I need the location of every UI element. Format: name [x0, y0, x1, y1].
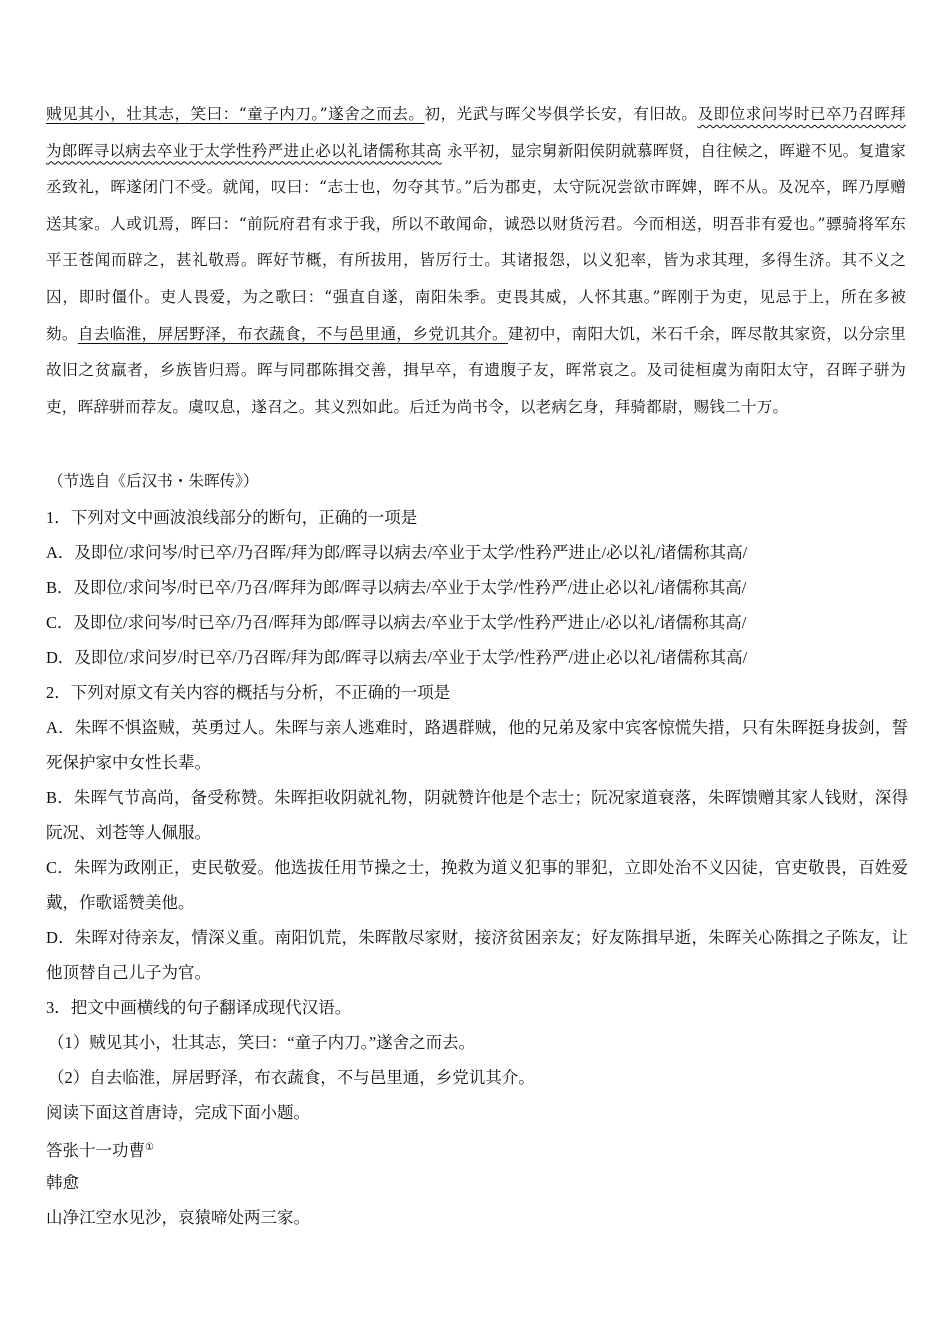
classical-passage [46, 96, 906, 425]
underlined-sentence-2: 自去临淮，屏居野泽，布衣蔬食，不与邑里通，乡党讥其介。 [77, 324, 508, 343]
poem-intro: 阅读下面这首唐诗，完成下面小题。 [46, 1103, 310, 1122]
questions-section [46, 500, 908, 1235]
passage-text: 建初中，南阳大饥，米石千余，晖尽散其家资，以分宗里故旧之贫羸者，乡族皆归焉。晖与同郡陈揖交善，揖早卒，有遗腹子友，晖常哀之。及司徒桓虞为南阳太守，召晖子骈为吏，晖辞骈而荐友。虞叹息，遂召之。其义烈如此。后迁为尚书令，以老病乞身，拜骑都尉，赐钱二十万。 [46, 324, 906, 416]
q1-option-a: A．及即位/求问岑/时已卒/乃召晖/拜为郎/晖寻以病去/卒业于太学/性矜严进止/必以礼/诸儒称其高/ [46, 543, 748, 562]
question-2-stem: 2．下列对原文有关内容的概括与分析，不正确的一项是 [46, 683, 451, 702]
q2-option-d: D．朱晖对待亲友，情深义重。南阳饥荒，朱晖散尽家财，接济贫困亲友；好友陈揖早逝，朱晖关心陈揖之子陈友，让他顶替自己儿子为官。 [46, 928, 908, 982]
passage-source: （节选自《后汉书・朱晖传》） [48, 472, 259, 490]
poem-author: 韩愈 [46, 1173, 79, 1192]
q3-item-2: （2）自去临淮，屏居野泽，布衣蔬食，不与邑里通，乡党讥其介。 [48, 1068, 535, 1087]
q1-option-d: D．及即位/求问岁/时已卒/乃召晖/拜为郎/晖寻以病去/卒业于太学/性矜严/进止必以礼/诸儒称其高/ [46, 648, 748, 667]
question-1-stem: 1．下列对文中画波浪线部分的断句，正确的一项是 [46, 508, 418, 527]
poem-title [46, 1130, 908, 1165]
question-3-stem: 3．把文中画横线的句子翻译成现代汉语。 [46, 998, 352, 1017]
q1-option-b: B．及即位/求问岑/时已卒/乃召/晖拜为郎/晖寻以病去/卒业于太学/性矜严/进止必以礼/诸儒称其高/ [46, 578, 747, 597]
q2-option-b: B．朱晖气节高尚，备受称赞。朱晖拒收阴就礼物，阴就赞许他是个志士；阮况家道衰落，朱晖馈赠其家人钱财，深得阮况、刘苍等人佩服。 [46, 788, 908, 842]
poem-line-1: 山净江空水见沙，哀猿啼处两三家。 [46, 1208, 310, 1227]
poem-title-text: 答张十一功曹 [46, 1141, 145, 1160]
q3-item-1: （1）贼见其小，壮其志，笑曰：“童子内刀。”遂舍之而去。 [48, 1033, 476, 1052]
q2-option-a: A．朱晖不惧盗贼，英勇过人。朱晖与亲人逃难时，路遇群贼，他的兄弟及家中宾客惊慌失措，只有朱晖挺身拔剑，誓死保护家中女性长辈。 [46, 718, 908, 772]
passage-text: 初，光武与晖父岑俱学长安，有旧故。 [424, 105, 698, 123]
passage-text: 永平初，显宗舅新阳侯阴就慕晖贤，自往候之，晖避不见。复遣家丞致礼，晖遂闭门不受。就闻，叹曰：“志士也，勿夺其节。”后为郡吏，太守阮况尝欲市晖婢，晖不从。及况卒，晖乃厚赠送其家。人或讥焉，晖曰：“前阮府君有求于我，所以不敢闻命，诚恐以财货污君。今而相送，明吾非有爱也。”骠骑将军东平王苍闻而辟之，甚礼敬焉。晖好节概，有所拔用，皆厉行士。其诸报怨，以义犯率，皆为求其理，多得生济。其不义之囚，即时僵仆。吏人畏爱，为之歌曰：“强直自遂，南阳朱季。吏畏其威，人怀其惠。”晖刚于为吏，见忌于上，所在多被劾。 [46, 141, 906, 343]
underlined-sentence-1: 贼见其小，壮其志，笑曰：“童子内刀。”遂舍之而去。 [46, 105, 425, 123]
q2-option-c: C．朱晖为政刚正，吏民敬爱。他选拔任用节操之士，挽救为道义犯事的罪犯，立即处治不义囚徒，官吏敬畏，百姓爱戴，作歌谣赞美他。 [46, 858, 908, 912]
footnote-marker: ① [145, 1142, 154, 1153]
q1-option-c: C．及即位/求问岑/时已卒/乃召/晖拜为郎/晖寻以病去/卒业于太学/性矜严进止/必以礼/诸儒称其高/ [46, 613, 747, 632]
wavy-underlined-sentence: 及即位求问岑时已卒乃召晖拜为郎晖寻以病去卒业于太学性矜严进止必以礼诸儒称其高 [46, 105, 906, 160]
